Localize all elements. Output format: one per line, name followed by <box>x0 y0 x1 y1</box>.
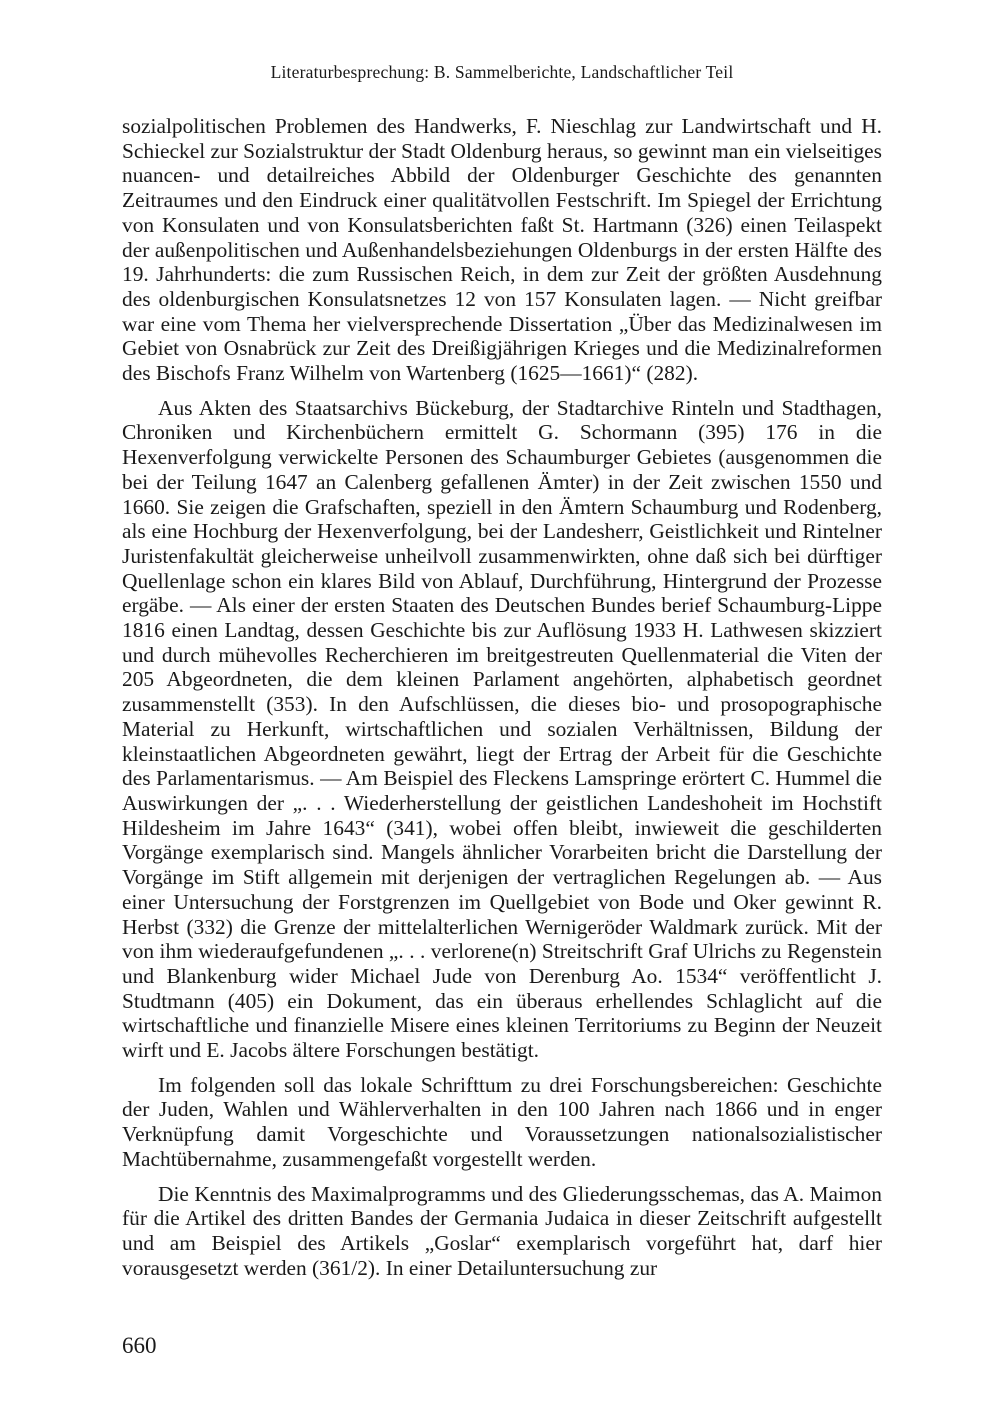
paragraph-germania-judaica: Die Kenntnis des Maximalprogramms und des Gliederungsschemas, das A. Maimon für die Artikel des dritten Bandes der Germania Judaica in dieser Zeitschrift aufgestellt und am Beispiel des Artikels „Goslar“ exemplarisch vorgeführt hat, darf hier vorausgesetzt werden (361/2). In einer Detailuntersuchung zur <box>122 1181 882 1280</box>
page-number: 660 <box>122 1333 157 1358</box>
body-text <box>122 114 882 1280</box>
paragraph-continuation: sozialpolitischen Problemen des Handwerks, F. Nieschlag zur Landwirtschaft und H. Schieckel zur Sozialstruktur der Stadt Oldenburg heraus, so gewinnt man ein vielseitiges nuancen- und detailreiches Abbild der Oldenburger Geschichte des genannten Zeitraumes und den Eindruck einer qualitätvollen Festschrift. Im Spiegel der Errichtung von Konsulaten und von Konsulatsberichten faßt St. Hartmann (326) einen Teilaspekt der außenpolitischen und Außenhandelsbeziehungen Oldenburgs in der ersten Hälfte des 19. Jahrhunderts: die zum Russischen Reich, in dem zur Zeit der größten Ausdehnung des oldenburgischen Konsulatsnetzes 12 von 157 Konsulaten lagen. — Nicht greifbar war eine vom Thema her vielversprechende Dissertation „Über das Medizinalwesen im Gebiet von Osnabrück zur Zeit des Dreißigjährigen Krieges und die Medizinalreformen des Bischofs Franz Wilhelm von Wartenberg (1625—1661)“ (282). <box>122 114 882 386</box>
running-header: Literaturbesprechung: B. Sammelberichte, Landschaftlicher Teil <box>270 62 734 82</box>
paragraph-research-areas: Im folgenden soll das lokale Schrifttum zu drei Forschungsbereichen: Geschichte der Juden, Wahlen und Wählerverhalten in den 100 Jahren nach 1866 und in enger Verknüpfung damit Vorgeschichte und Voraussetzungen nationalsozialistischer Machtübernahme, zusammengefaßt vorgestellt werden. <box>122 1072 882 1171</box>
paragraph-schaumburg: Aus Akten des Staatsarchivs Bückeburg, der Stadtarchive Rinteln und Stadthagen, Chroniken und Kirchenbüchern ermittelt G. Schormann (395) 176 in die Hexenverfolgung verwickelte Personen des Schaumburger Gebietes (ausgenommen die bei der Teilung 1647 an Calenberg gefallenen Ämter) in der Zeit zwischen 1550 und 1660. Sie zeigen die Grafschaften, speziell in den Ämtern Schaumburg und Rodenberg, als eine Hochburg der Hexenverfolgung, bei der Landesherr, Geistlichkeit und Rintelner Juristenfakultät gleicherweise unheilvoll zusammenwirkten, ohne daß sich bei dürftiger Quellenlage schon ein klares Bild von Ablauf, Durchführung, Hintergrund der Prozesse ergäbe. — Als einer der ersten Staaten des Deutschen Bundes berief Schaumburg-Lippe 1816 einen Landtag, dessen Geschichte bis zur Auflösung 1933 H. Lathwesen skizziert und durch mühevolles Recherchieren im breitgestreuten Quellenmaterial die Viten der 205 Abgeordneten, die dem kleinen Parlament angehörten, alphabetisch geordnet zusammenstellt (353). In den Aufschlüssen, die dieses bio- und prosopographische Material zu Herkunft, wirtschaftlichen und sozialen Verhältnissen, Bildung der kleinstaatlichen Abgeordneten gewährt, liegt der Ertrag der Arbeit für die Geschichte des Parlamentarismus. — Am Beispiel des Fleckens Lamspringe erörtert C. Hummel die Auswirkungen der „. . . Wiederherstellung der geistlichen Landeshoheit im Hochstift Hildesheim im Jahre 1643“ (341), wobei offen bleibt, inwieweit die geschilderten Vorgänge exemplarisch sind. Mangels ähnlicher Vorarbeiten bricht die Darstellung der Vorgänge im Stift allgemein mit derjenigen der vertraglichen Regelungen ab. — Aus einer Untersuchung der Forstgrenzen im Quellgebiet von Bode und Oker gewinnt R. Herbst (332) die Grenze der mittelalterlichen Wernigeröder Waldmark zurück. Mit der von ihm wiederaufgefundenen „. . . verlorene(n) Streitschrift Graf Ulrichs zu Regenstein und Blankenburg wider Michael Jude von Derenburg Ao. 1534“ veröffentlicht J. Studtmann (405) ein Dokument, das ein überaus erhellendes Schlaglicht auf die wirtschaftliche und finanzielle Misere eines kleinen Territoriums zu Beginn der Neuzeit wirft und E. Jacobs ältere Forschungen bestätigt. <box>122 395 882 1063</box>
